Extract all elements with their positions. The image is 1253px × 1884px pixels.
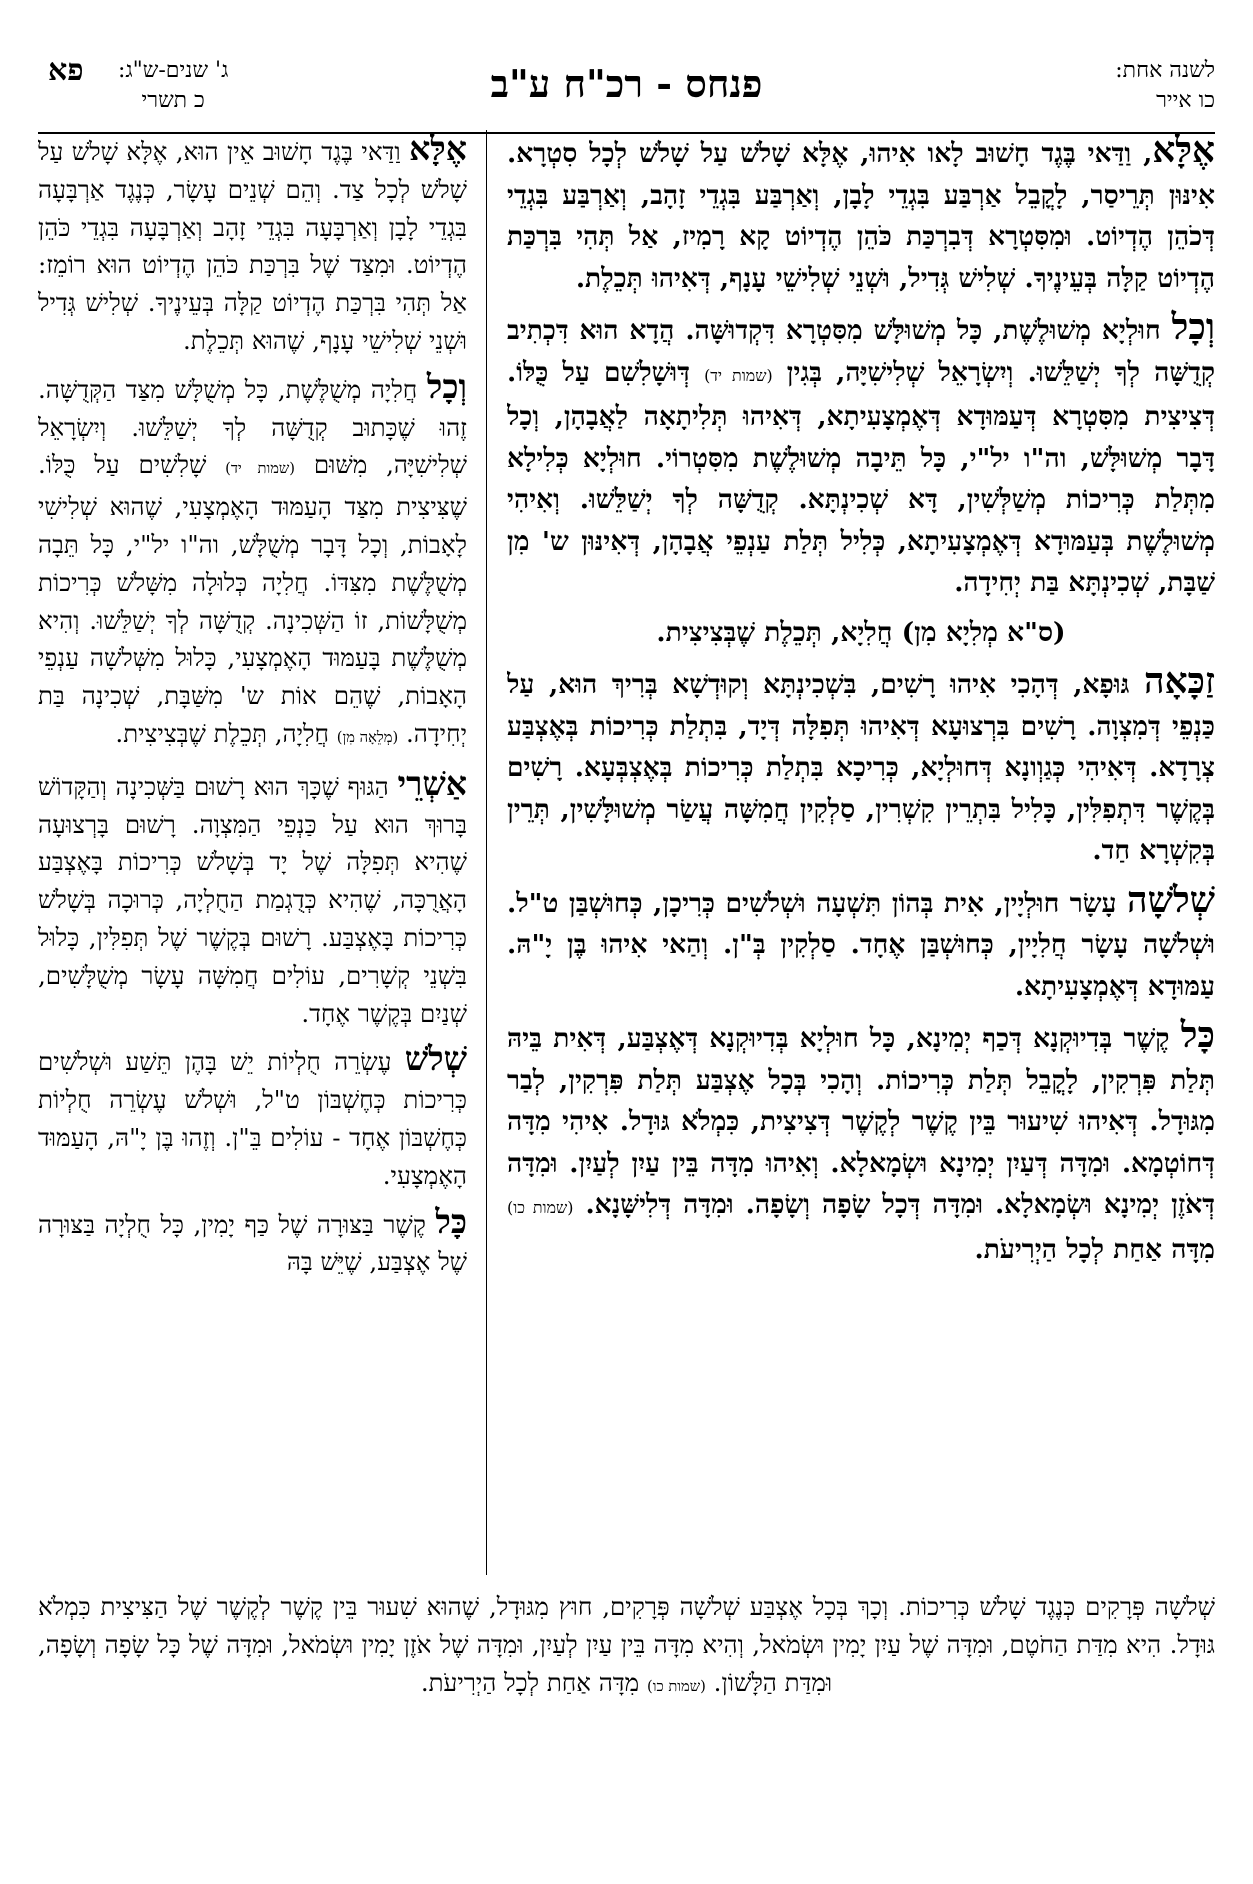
commentary-paragraph-1-opening-word: אֶלָּא: [409, 130, 467, 168]
page-header: [38, 53, 1215, 138]
commentary-paragraph-2-opening-word: וְכָל: [426, 366, 467, 406]
main-paragraph-2-text-continued: דְּוּשָׁלִשִׁם עַל כֻּלּוֹ. דְּצִיצִית מִסִּטְרָא דְּעַמּוּדָא דְּאֶמְצָעִיתָא, דְּאִיהוּ תְּלִיתָאָה לַאֲבָהָן, וְכָל דָּבָר מְשׁוּלָּשׁ, וה"ו יל"י, כָּל תֵּיבָה מְשׁוּלֶשֶׁת מִסִּטְרוֹי. חוּלְיָא כְּלִילָא מִתְּלַת כְּרִיכוֹת מְשַׁלְּשִׁין, דָּא שְׁכִינְתָּא. קְדֻשָּׁה לְךָ יְשַׁלֵּשׁוּ. וְאִיהִי מְשׁוּלֶשֶׁת בְּעַמּוּדָא דְּאֶמְצָעִיתָא, כְּלִיל תְּלַת עַנְפֵי אֲבָהָן, דְּאִינּוּן ש' מִן שַׁבָּת, שְׁכִינְתָּא בַּת יְחִידָה.: [507, 356, 1215, 598]
main-paragraph-4: [507, 880, 1215, 1008]
main-paragraph-2-reference: (שמות יד): [704, 365, 773, 385]
main-paragraph-4-opening-word: שְׁלֹשָׁה: [1127, 878, 1215, 921]
commentary-paragraph-3: [38, 765, 467, 1033]
main-paragraph-3-text: גּוּפָא, דְּהָכִי אִיהוּ רָשִׁים, בִּשְׁכִינְתָּא וְקוּדְשָׁא בְּרִיךְ הוּא, עַל כַּנְפֵי דְּמִצְוָה. רָשִׁים בִּרְצוּעָא דְּאִיהוּ תְּפִלָּה דְּיָד, בִּתְלַת כְּרִיכוֹת בְּאֶצְבַּע צְרָדָא. דְּאִיהִי כְּגַוְונָא דְּחוּלְיָא, כְּרִיכָא בִּתְלַת כְּרִיכוֹת בְּאֶצְבְּעָא. רָשִׁים בְּקֶשֶׁר דִּתְפִלִּין, כָּלִיל בִּתְרֵין קִשְׁרִין, סַלְקִין חֲמִשָּׁה עֲשַׂר מְשׁוּלָּשִׁין, תְּרֵין בְּקִשְׁרָא חַד.: [507, 669, 1215, 866]
main-paragraph-3-opening-word: זַכָּאָה: [1144, 660, 1215, 702]
commentary-paragraph-5: [38, 1203, 467, 1282]
commentary-paragraph-2-text-continued: שָׁלִשִׁים עַל כֻּלּוֹ. שֶׁצִּיצִית מִצַּד הָעַמּוּד הָאֶמְצָעִי, שֶׁהוּא שְׁלִישִׁי לָאָבוֹת, וְכָל דָּבָר מְשֻׁלָּשׁ, וה"ו יל"י, כָּל תֵּבָה מְשֻׁלֶּשֶׁת מִצִּדּוֹ. חֲלִיָה כְּלוּלָה מִשָּׁלֹשׁ כְּרִיכוֹת מְשֻׁלָּשׁוֹת, זוֹ הַשְּׁכִינָה. קְדֻשָּׁה לְךָ יְשַׁלֵּשׁוּ. וְהִיא מְשֻׁלֶּשֶׁת בָּעַמּוּד הָאֶמְצָעִי, כָּלוּל מִשְּׁלֹשָׁה עַנְפֵי הָאָבוֹת, שֶׁהֵם אוֹת ש' מִשַּׁבָּת, שְׁכִינָה בַּת יְחִידָה.: [38, 450, 467, 748]
commentary-paragraph-5-text: קֶשֶׁר בַּצּוּרָה שֶׁל כַּף יָמִין, כָּל חֻלְיָה בַּצּוּרָה שֶׁל אֶצְבַּע, שֶׁיֵּשׁ בָּהּ: [38, 1209, 467, 1277]
main-paragraph-1: [507, 130, 1215, 299]
column-divider: [486, 130, 487, 1575]
main-paragraph-4-text: עָשָׂר חוּלְיָין, אִית בְּהוֹן תִּשְׁעָה וּשְׁלֹשִׁים כְּרִיכָן, כְּחוּשְׁבַּן ט"ל. וּשְׁלֹשָׁה עָשָׂר חֲלִיָין, כְּחוּשְׁבַּן אֶחָד. סַלְקִין בְּ"ן. וְהַאי אִיהוּ בֶּן יָ"הּ. עַמּוּדָא דְּאֶמְצָעִיתָא.: [507, 887, 1215, 1002]
commentary-paragraph-4-text: עֶשְׂרֵה חֻלְיוֹת יֵשׁ בָּהֶן תֵּשַׁע וּשְׁלֹשִׁים כְּרִיכוֹת כְּחֶשְׁבּוֹן ט"ל, וּשְׁלֹשׁ עֶשְׂרֵה חֻלְיוֹת כְּחֶשְׁבּוֹן אֶחָד - עוֹלִים בֵּ"ן. וְזֶהוּ בֶּן יָ"הּ, הָעַמּוּד הָאֶמְצָעִי.: [38, 1047, 467, 1190]
commentary-paragraph-1: [38, 130, 467, 360]
main-paragraph-2-opening-word: וְכָל: [1171, 306, 1215, 348]
commentary-continuation: [38, 1588, 1215, 1828]
main-paragraph-1-opening-word: אֶלָּא: [1152, 130, 1215, 171]
commentary-paragraph-2: [38, 368, 467, 757]
commentary-paragraph-3-text: הַגּוּף שֶׁכָּךְ הוּא רָשׁוּם בַּשְּׁכִינָה וְהַקָּדוֹשׁ בָּרוּךְ הוּא עַל כַּנְפֵי הַמִּצְוָה. רָשׁוּם בָּרְצוּעָה שֶׁהִיא תְּפִלָּה שֶׁל יָד בְּשָׁלֹשׁ כְּרִיכוֹת בָּאֶצְבַּע הָאֲרֻכָּה, שֶׁהִיא כְּדֻגְמַת הַחֻלְיָה, כְּרוּכָה בְּשָׁלֹשׁ כְּרִיכוֹת בָּאֶצְבַּע. רָשׁוּם בְּקֶשֶׁר שֶׁל תְּפִלִּין, כָּלוּל בִּשְׁנֵי קְשָׁרִים, עוֹלִים חֲמִשָּׁה עָשָׂר מְשֻׁלָּשִׁים, שְׁנַיִם בְּקֶשֶׁר אֶחָד.: [38, 771, 467, 1028]
commentary-paragraph-2-reference: (שמות יד): [225, 460, 296, 478]
commentary-continuation-text-continued: מִדָּה אַחַת לְכָל הַיְרִיעֹת.: [420, 1668, 640, 1697]
commentary-paragraph-3-opening-word: אַשְׁרֵי: [397, 763, 467, 803]
main-paragraph-2-text: חוּלְיָא מְשׁוּלֶשֶׁת, כָּל מְשׁוּלָּשׁ מִסִּטְרָא דִּקְדוּשָּׁה. הֲדָא הוּא דִּכְתִיב קְדֻשָּׁה לְךָ יְשַׁלֵּשׁוּ. וְיִשְׂרָאֵל שְׁלִישִׁיָּה, בְּגִין: [507, 315, 1215, 388]
commentary-paragraph-2-text: חֲלִיָה מְשֻׁלֶּשֶׁת, כָּל מְשֻׁלָּשׁ מִצַּד הַקְּדֻשָּׁה. זֶהוּ שֶׁכָּתוּב קְדֻשָּׁה לְךָ יְשַׁלֵּשׁוּ. וְיִשְׂרָאֵל שְׁלִישִׁיָּה, מִשּׁוּם: [38, 374, 467, 480]
commentary-paragraph-2-note-reference: (מְלֵאָה מִן): [336, 728, 399, 746]
page-number: פא: [48, 53, 84, 88]
header-left-lines: [118, 56, 228, 116]
header-right-line1: לשנה אחת:: [1115, 58, 1215, 83]
commentary-paragraph-2-note: חֲלִיָה, תְּכֵלֶת שֶׁבְּצִיצִית.: [115, 718, 329, 748]
commentary-paragraph-1-text: וַדַּאי בֶּגֶד חָשׁוּב אֵין הוּא, אֶלָּא שָׁלֹשׁ עַל שָׁלֹשׁ לְכָל צַד. וְהֵם שְׁנֵים עָשָׂר, כְּנֶגֶד אַרְבָּעָה בִּגְדֵי לָבָן וְאַרְבָּעָה בִּגְדֵי זָהָב וְאַרְבָּעָה בִּגְדֵי כֹּהֵן הֶדְיוֹט. וּמִצַּד שֶׁל בִּרְכַּת כֹּהֵן הֶדְיוֹט הוּא רוֹמֵז: אַל תְּהִי בִּרְכַּת הֶדְיוֹט קַלָּה בְּעֵינֶיךָ. שְׁלִישׁ גְּדִיל וּשְׁנֵי שְׁלִישֵׁי עָנָף, שֶׁהוּא תְּכֵלֶת.: [38, 137, 467, 355]
page: [38, 38, 1215, 1848]
main-paragraph-5-text: קֶשֶׁר בְּדִיוּקְנָא דְּכַף יְמִינָא, כָּל חוּלְיָא בְּדִיוּקְנָא דְּאֶצְבַּע, דְּאִית בֵּיהּ תְּלַת פִּרְקִין, לָקֳבֵל תְּלַת כְּרִיכוֹת. וְהָכִי בְּכָל אֶצְבַּע תְּלַת פִּרְקִין, לְבַר מִגּוּדָל. דְּאִיהוּ שִׁיעוּר בֵּין קֶשֶׁר לְקֶשֶׁר דְּצִיצִית, כִּמְלֹא גּוּדָל. אִיהִי מִדָּה דְּחוֹטְמָא. וּמִדָּה דְּעַיִן יְמִינָא וּשְׂמָאלָא. וְאִיהוּ מִדָּה בֵּין עַיִן לְעַיִן. וּמִדָּה דְּאֹזֶן יְמִינָא וּשְׂמָאלָא. וּמִדָּה דְּכָל שָׂפָה וְשָׂפָה. וּמִדָּה דְּלִישָּׁנָא.: [507, 1023, 1215, 1220]
main-paragraph-5-opening-word: כָּל: [1180, 1014, 1215, 1056]
commentary-continuation-paragraph: [38, 1588, 1215, 1706]
page-title: פנחס - רכ"ח ע"ב: [490, 61, 763, 106]
commentary-continuation-reference: (שמות כו): [646, 1678, 706, 1695]
main-paragraph-1-text: , וַדַּאי בֶּגֶד חָשׁוּב לָאו אִיהוּ, אֶלָּא שָׁלֹשׁ עַל שָׁלֹשׁ לְכָל סִטְרָא. אִינּוּן תְּרֵיסַר, לָקֳבֵל אַרְבַּע בִּגְדֵי לָבָן, וְאַרְבַּע בִּגְדֵי זָהָב, וְאַרְבַּע בִּגְדֵי דְּכֹהֵן הֶדְיוֹט. וּמִסִּטְרָא דְּבִרְכַּת כֹּהֵן הֶדְיוֹט קָא רָמִיז, אַל תְּהִי בִּרְכַּת הֶדְיוֹט קַלָּה בְּעֵינֶיךָ. שְׁלִישׁ גְּדִיל, וּשְׁנֵי שְׁלִישֵׁי עָנָף, דְּאִיהוּ תְּכֵלֶת.: [507, 138, 1215, 294]
main-paragraph-5-text-continued: מִדָּה אַחַת לְכָל הַיְרִיעֹת.: [974, 1233, 1215, 1265]
header-right-line2: כו אייר: [1156, 88, 1215, 113]
commentary-paragraph-4: [38, 1040, 467, 1194]
commentary-paragraph-4-opening-word: שְׁלֹשׁ: [404, 1039, 467, 1079]
commentary-column: [38, 130, 467, 1590]
header-left-line2: כ תשרי: [141, 88, 205, 113]
main-column: [507, 130, 1215, 1575]
main-paragraph-3: [507, 661, 1215, 872]
header-left-line1: ג' שנים-ש"ג:: [118, 58, 229, 83]
main-paragraph-5: [507, 1015, 1215, 1270]
main-paragraph-2: [507, 307, 1215, 604]
commentary-paragraph-5-opening-word: כָּל: [435, 1201, 467, 1241]
main-paragraph-5-reference: (שמות כו): [507, 1198, 574, 1217]
commentary-continuation-text: שְׁלֹשָׁה פְּרָקִים כְּנֶגֶד שָׁלֹשׁ כְּרִיכוֹת. וְכָךְ בְּכָל אֶצְבַּע שְׁלֹשָׁה פְּרָקִים, חוּץ מִגּוּדָל, שֶׁהוּא שִׁעוּר בֵּין קֶשֶׁר לְקֶשֶׁר שֶׁל הַצִּיצִית כִּמְלֹא גּוּדָל. הִיא מִדַּת הַחֹטֶם, וּמִדָּה שֶׁל עַיִן יָמִין וּשְׂמֹאל, וְהִיא מִדָּה בֵּין עַיִן לְעַיִן, וּמִדָּה שֶׁל אֹזֶן יָמִין וּשְׂמֹאל, וּמִדָּה שֶׁל כָּל שָׂפָה וְשָׂפָה, וּמִדַּת הַלָּשׁוֹן.: [38, 1592, 1215, 1697]
main-paragraph-2-note: (ס"א מְלִיָא מִן) חֲלִיָא, תְּכֵלֶת שֶׁבְּצִיצִית.: [656, 616, 1066, 648]
